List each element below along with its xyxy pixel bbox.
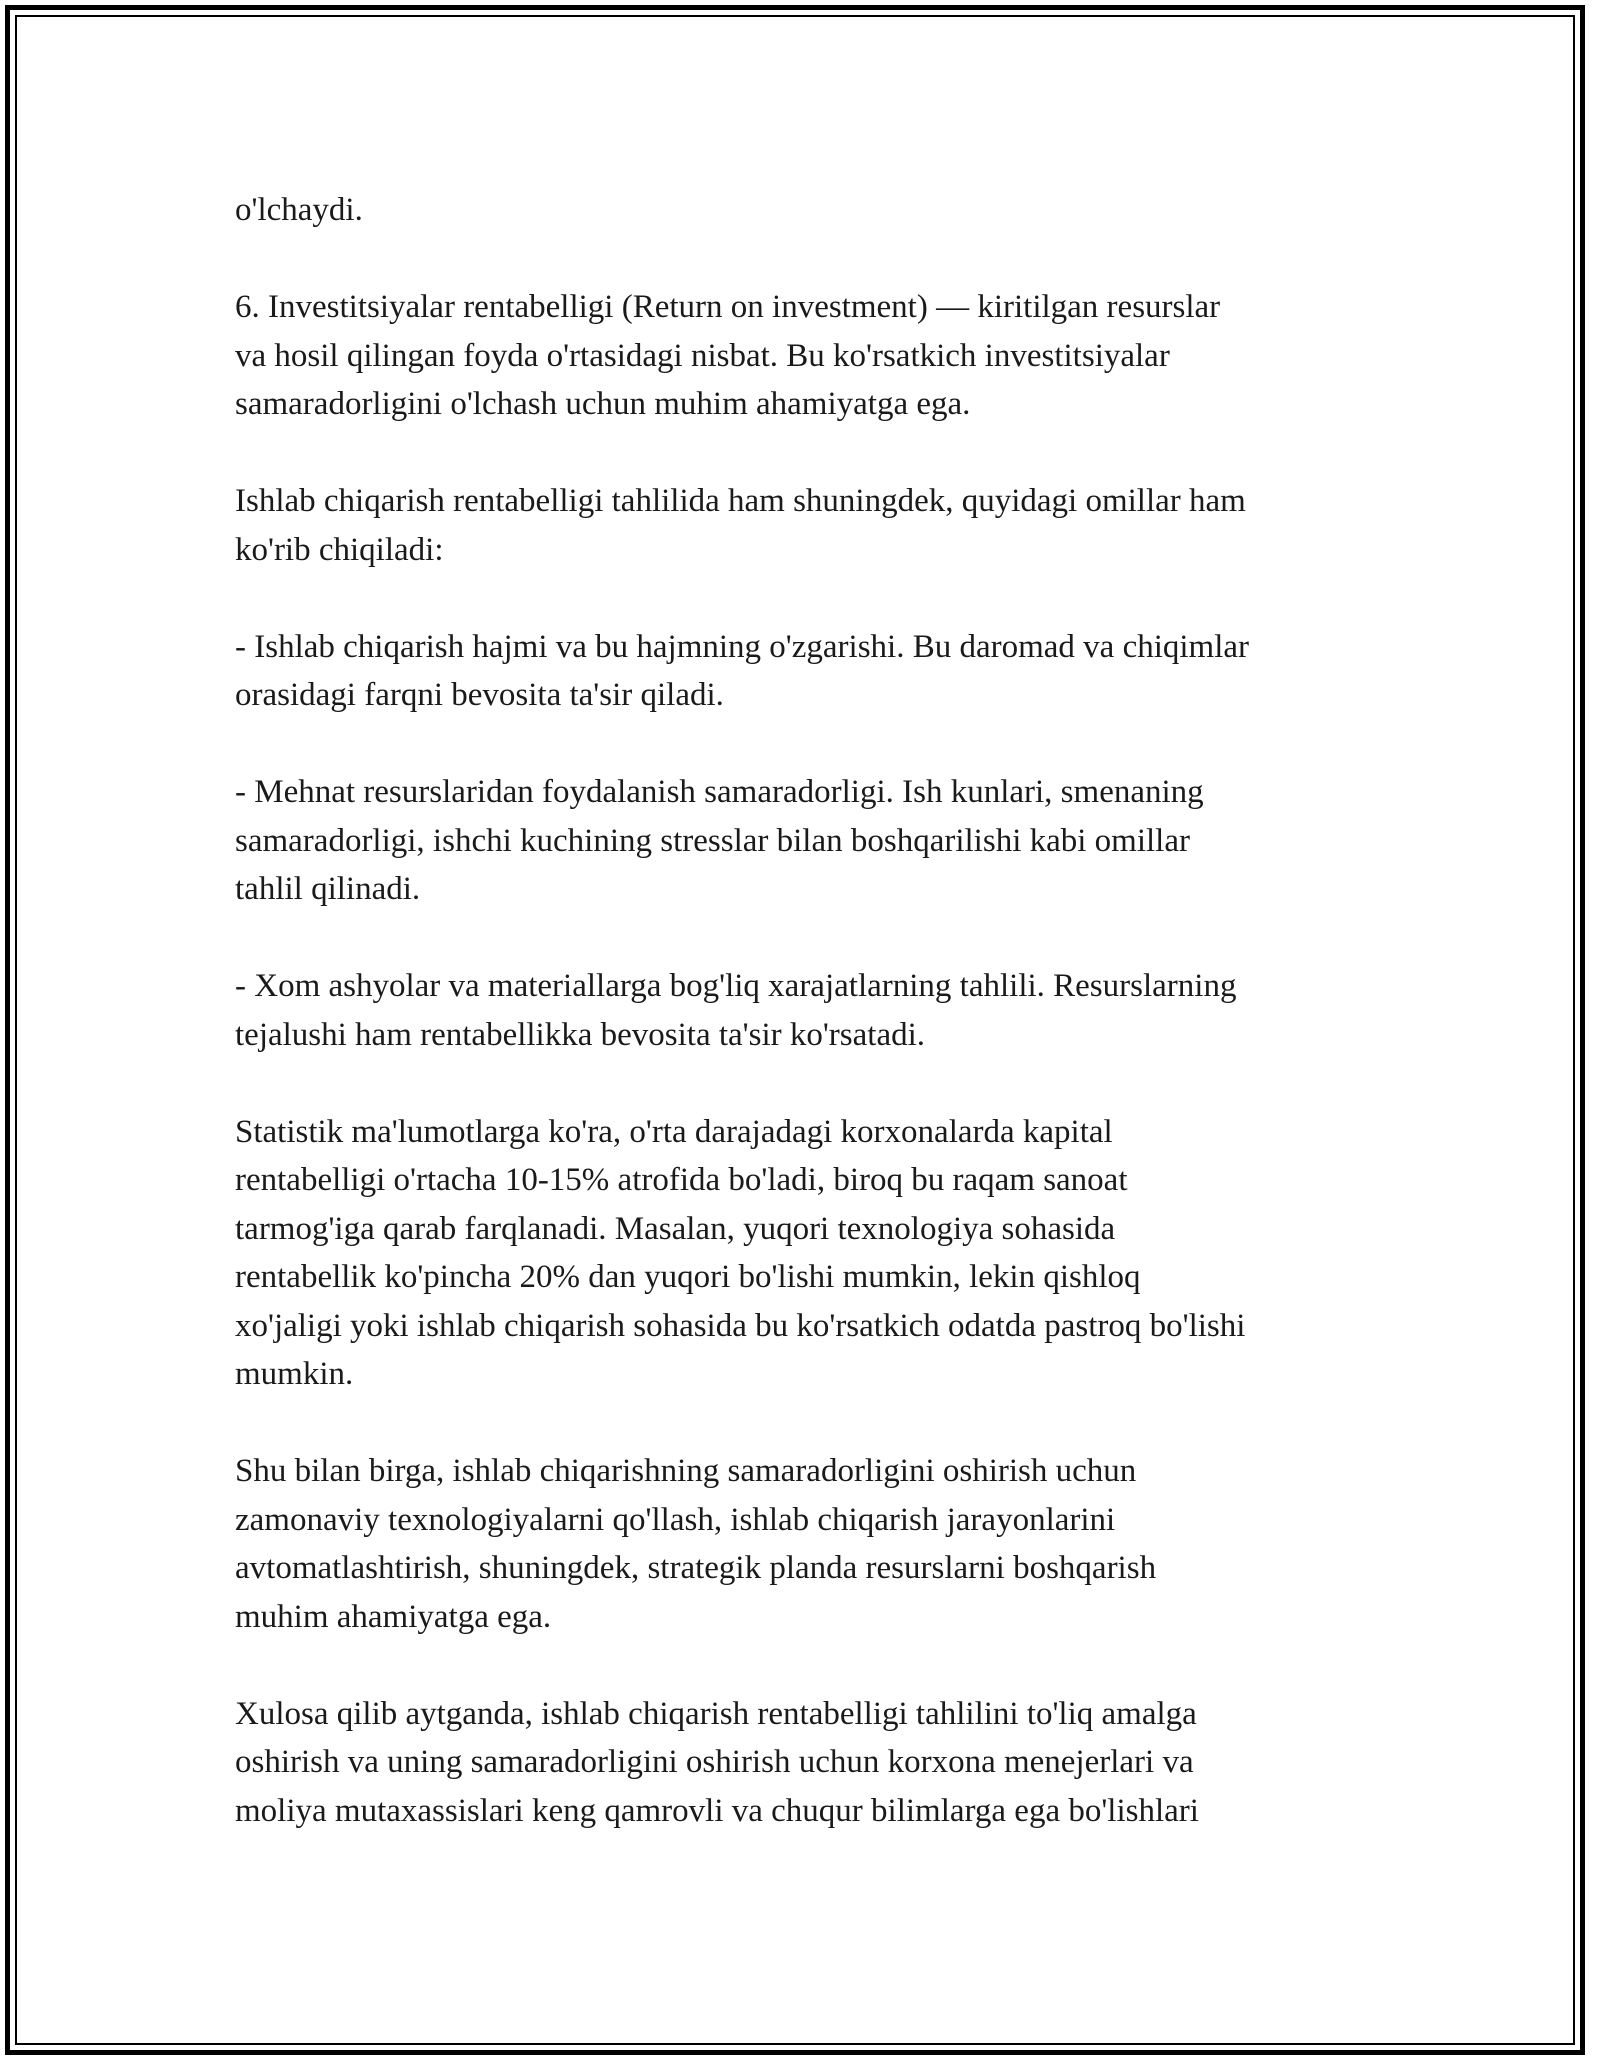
document-body bbox=[235, 186, 1375, 1884]
paragraph-continuation: o'lchaydi. bbox=[235, 192, 363, 228]
list-item-raw-materials: - Xom ashyolar va materiallarga bog'liq xarajatlarning tahlili. Resurslarning tejalushi ham rentabellikka bevosita ta'sir ko'rsatadi. bbox=[235, 968, 1237, 1053]
paragraph-roi: 6. Investitsiyalar rentabelligi (Return on investment) — kiritilgan resurslar va hosil qilingan foyda o'rtasidagi nisbat. Bu ko'rsatkich investitsiyalar samaradorligini o'lchash uchun muhim ahamiyatga ega. bbox=[235, 289, 1221, 422]
list-item-labor-resources: - Mehnat resurslaridan foydalanish samaradorligi. Ish kunlari, smenaning samaradorligi, ishchi kuchining stresslar bilan boshqarilishi kabi omillar tahlil qilinadi. bbox=[235, 774, 1204, 907]
list-item-production-volume: - Ishlab chiqarish hajmi va bu hajmning o'zgarishi. Bu daromad va chiqimlar orasidagi farqni bevosita ta'sir qiladi. bbox=[235, 628, 1250, 713]
paragraph-conclusion: Xulosa qilib aytganda, ishlab chiqarish rentabelligi tahlilini to'liq amalga oshirish va uning samaradorligini oshirish uchun korxona menejerlari va moliya mutaxassislari keng qamrovli va chuqur bilimlarga ega bo'lishlari bbox=[235, 1695, 1199, 1829]
paragraph-efficiency: Shu bilan birga, ishlab chiqarishning samaradorligini oshirish uchun zamonaviy texnologiyalarni qo'llash, ishlab chiqarish jarayonlarini avtomatlashtirish, shuningdek, strategik planda resurslarni boshqarish muhim ahamiyatga ega. bbox=[235, 1453, 1157, 1635]
paragraph-factors-intro: Ishlab chiqarish rentabelligi tahlilida ham shuningdek, quyidagi omillar ham ko'rib chiqiladi: bbox=[235, 483, 1246, 568]
paragraph-statistics: Statistik ma'lumotlarga ko'ra, o'rta darajadagi korxonalarda kapital rentabelligi o'rtacha 10-15% atrofida bo'ladi, biroq bu raqam sanoat tarmog'iga qarab farqlanadi. Masalan, yuqori texnologiya sohasida rentabellik ko'pincha 20% dan yuqori bo'lishi mumkin, lekin qishloq xo'jaligi yoki ishlab chiqarish sohasida bu ko'rsatkich odatda pastroq bo'lishi mumkin. bbox=[235, 1113, 1246, 1392]
